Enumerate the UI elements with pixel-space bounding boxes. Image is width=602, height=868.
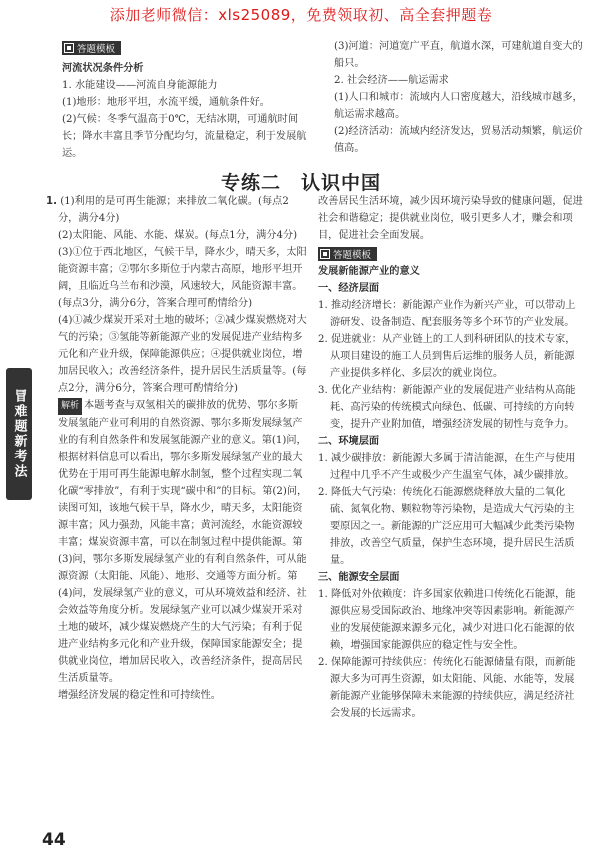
promo-banner: 添加老师微信：xls25089，免费领取初、高全套押题卷 [109, 6, 493, 24]
question-number: 1. [46, 196, 57, 207]
analysis [46, 397, 308, 687]
template-heading: 河流状况条件分析 [62, 63, 144, 74]
list-item: 1. 减少碳排放：新能源大多属于清洁能源，在生产与使用过程中几乎不产生或极少产生温室气体，减少碳排放。 [318, 453, 576, 481]
list-item: 1. 推动经济增长：新能源产业作为新兴产业，可以带动上游研发、设备制造、配套服务等多个环节的产业发展。 [318, 300, 576, 328]
template-item: 1. 水能建设——河流自身能源能力 [62, 80, 218, 91]
template-icon [320, 249, 330, 259]
top-right-template [334, 38, 584, 157]
intro-text: 改善居民生活环境，减少因环境污染导致的健康问题，促进社会和谐稳定；提供就业岗位，吸引更多人才，赚会和项目，促进社会全面发展。 [318, 196, 583, 241]
left-column [46, 193, 308, 704]
analysis-tail: 增强经济发展的稳定性和可持续性。 [58, 690, 221, 701]
template-item: (1)人口和城市：流域内人口密度越大，沿线城市越多，航运需求越高。 [334, 92, 583, 120]
list-item: 3. 优化产业结构：新能源产业的发展促进产业结构从高能耗、高污染的传统模式向绿色、低碳、可持续的方向转变，提升产业附加值，增强经济发展的韧性与竞争力。 [318, 385, 576, 430]
section-heading: 二、环境层面 [318, 436, 380, 447]
template-item: (2)经济活动：流域内经济发达，贸易活动频繁，航运价值高。 [334, 126, 583, 154]
list-item: 2. 保障能源可持续供应：传统化石能源储量有限，而新能源大多为可再生资源，如太阳能、风能、水能等，发展新能源产业能够保障未来能源的持续供应，满足经济社会发展的长远需求。 [318, 657, 576, 719]
list-item: 2. 降低大气污染：传统化石能源燃烧释放大量的二氧化硫、氮氧化物、颗粒物等污染物，是造成大气污染的主要原因之一。新能源的广泛应用可大幅减少此类污染物排放，改善空气质量，保护生态环境，提升居民生活质量。 [318, 487, 575, 566]
template-tag-label: 答题模板 [333, 250, 372, 261]
right-column [318, 193, 584, 722]
top-left-template [62, 38, 308, 162]
analysis-text: 本题考查与双氢相关的碳排放的优势、鄂尔多斯发展氢能产业可利用的自然资源、鄂尔多斯发展绿氢产业的有利自然条件和发展氢能源产业的意义。第(1)问，根据材料信息可以看出，鄂尔多斯发展绿氢产业的最大优势在于用可再生能源电解水制氢，整个过程实现二氧化碳“零排放”，有利于实现“碳中和”的目标。第(2)问，读图可知，该地气候干旱，降水少，晴天多，太阳能资源丰富；风力强劲，风能丰富；黄河流经，水能资源较丰富；煤炭资源丰富，可以在制氢过程中提供能源。第(3)问，鄂尔多斯发展绿氢产业的有利自然条件，可从能源资源（太阳能、风能）、地形、交通等方面分析。第(4)问，发展绿氢产业的意义，可从环境效益和经济、社会效益等角度分析。发展绿氢产业可以减少煤炭开采对土地的破坏，减少煤炭燃烧产生的大气污染；有利于促进产业结构多元化和产业升级，保障国家能源安全；提供就业岗位，增加居民收入，改善经济条件，提高居民生活质量等。 [58, 400, 308, 684]
answer-part: (4)①减少煤炭开采对土地的破坏；②减少煤炭燃烧对大气的污染；③氢能等新能源产业的发展促进产业结构多元化和产业升级，保障能源供应；④提供就业岗位，增加居民收入；改善经济条件，提升居民生活质量等。(每点2分，满分6分，答案合理可酌情给分) [58, 315, 307, 394]
answer-part: (1)利用的是可再生能源；来排放二氧化碳。(每点2分，满分4分) [58, 196, 289, 224]
answer-part: (3)①位于西北地区，气候干旱，降水少，晴天多，太阳能资源丰富；②鄂尔多斯位于内蒙古高原，地形平坦开阔，且临近乌兰布和沙漠，风速较大，风能资源丰富。(每点3分，满分6分，答案合理可酌情给分) [58, 247, 307, 309]
answer-part: (2)太阳能、风能、水能、煤炭。(每点1分，满分4分) [58, 230, 298, 241]
template-icon [64, 43, 74, 53]
template-item: (1)地形：地形平坦，水流平缓，通航条件好。 [62, 97, 270, 108]
template-item: 2. 社会经济——航运需求 [334, 75, 449, 86]
analysis-tag: 解析 [58, 398, 82, 415]
question-answer [46, 193, 308, 227]
template-tag [62, 41, 121, 55]
list-item: 2. 促进就业：从产业链上的工人到科研团队的技术专家，从项目建设的施工人员到售后运维的服务人员，新能源产业提供多样化、多层次的就业岗位。 [318, 334, 576, 379]
section-heading: 一、经济层面 [318, 283, 380, 294]
template-item: (2)气候：冬季气温高于0℃，无结冰期，可通航时间长；降水丰富且季节分配均匀，流量稳定，利于发展航运。 [62, 114, 307, 159]
template-tag-label: 答题模板 [77, 44, 116, 55]
section-heading: 三、能源安全层面 [318, 572, 400, 583]
list-item: 1. 降低对外依赖度：许多国家依赖进口传统化石能源，能源供应易受国际政治、地缘冲突等因素影响。新能源产业的发展使能源来源多元化，减少对进口化石能源的依赖，增强国家能源供应的稳定性与安全性。 [318, 589, 576, 651]
template-heading: 发展新能源产业的意义 [318, 266, 420, 277]
template-item: (3)河道：河道宽广平直，航道水深，可建航道自变大的船只。 [334, 41, 583, 69]
page-number: 44 [42, 830, 66, 850]
side-label: 冒难题新考法 [6, 368, 32, 500]
section-title-row [0, 168, 602, 195]
section-title: 专练二 认识中国 [220, 172, 381, 194]
template-tag [318, 247, 377, 261]
